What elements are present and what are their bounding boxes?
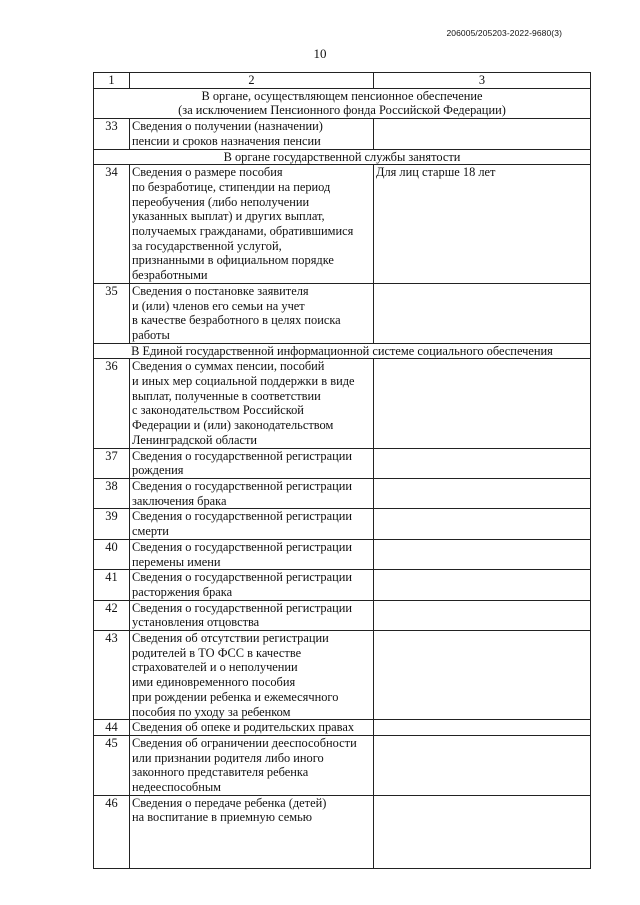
table-row [94,119,591,149]
row-number: 34 [94,165,130,284]
table-row [94,448,591,478]
row-number: 35 [94,283,130,343]
table-row [94,735,591,795]
row-note [374,478,591,508]
table-row [94,283,591,343]
row-note: Для лиц старше 18 лет [374,165,591,284]
row-number: 38 [94,478,130,508]
table-row [94,720,591,736]
section-title: В органе государственной службы занятости [94,149,591,165]
row-description: Сведения об ограничении дееспособности или признании родителя либо иного законного представителя ребенка недееспособным [130,735,374,795]
document-table [93,72,591,869]
row-description: Сведения о получении (назначении) пенсии и сроков назначения пенсии [130,119,374,149]
table-row [94,600,591,630]
document-id: 206005/205203-2022-9680(3) [446,28,562,38]
row-number: 46 [94,795,130,868]
row-number: 40 [94,539,130,569]
row-number: 43 [94,631,130,720]
row-description: Сведения о государственной регистрации смерти [130,509,374,539]
row-note [374,631,591,720]
table-row [94,165,591,284]
table-row [94,359,591,448]
row-description: Сведения о постановке заявителя и (или) членов его семьи на учет в качестве безработного в целях поиска работы [130,283,374,343]
row-description: Сведения о государственной регистрации расторжения брака [130,570,374,600]
row-note [374,359,591,448]
row-description: Сведения об отсутствии регистрации родителей в ТО ФСС в качестве страхователей и о неполучении ими единовременного пособия при рождении ребенка и ежемесячного пособия по уходу за ребенком [130,631,374,720]
section-header-row [94,88,591,118]
column-header-row [94,73,591,89]
table-row [94,795,591,868]
row-number: 41 [94,570,130,600]
section-header-row [94,149,591,165]
table-row [94,570,591,600]
row-note [374,795,591,868]
row-number: 36 [94,359,130,448]
row-description: Сведения о государственной регистрации заключения брака [130,478,374,508]
row-note [374,735,591,795]
section-title: В органе, осуществляющем пенсионное обеспечение (за исключением Пенсионного фонда Российской Федерации) [94,88,591,118]
row-number: 33 [94,119,130,149]
column-header: 3 [374,73,591,89]
row-note [374,119,591,149]
column-header: 2 [130,73,374,89]
row-note [374,600,591,630]
table-row [94,539,591,569]
section-header-row [94,343,591,359]
column-header: 1 [94,73,130,89]
row-number: 37 [94,448,130,478]
row-note [374,448,591,478]
row-number: 39 [94,509,130,539]
row-description: Сведения об опеке и родительских правах [130,720,374,736]
row-note [374,283,591,343]
row-description: Сведения о суммах пенсии, пособий и иных мер социальной поддержки в виде выплат, полученные в соответствии с законодательством Российской Федерации и (или) законодательством Ленинградской области [130,359,374,448]
row-note [374,720,591,736]
row-note [374,509,591,539]
table-row [94,631,591,720]
row-number: 42 [94,600,130,630]
row-description: Сведения о передаче ребенка (детей) на воспитание в приемную семью [130,795,374,868]
row-note [374,539,591,569]
row-description: Сведения о государственной регистрации рождения [130,448,374,478]
row-description: Сведения о государственной регистрации перемены имени [130,539,374,569]
row-number: 45 [94,735,130,795]
table-row [94,478,591,508]
row-description: Сведения о размере пособия по безработице, стипендии на период переобучения (либо неполучении указанных выплат) и других выплат, получаемых гражданами, обратившимися за государственной услугой, признанными в официальном порядке безработными [130,165,374,284]
section-title: В Единой государственной информационной системе социального обеспечения [94,343,591,359]
row-number: 44 [94,720,130,736]
page-number: 10 [313,46,327,61]
row-note [374,570,591,600]
row-description: Сведения о государственной регистрации установления отцовства [130,600,374,630]
table-row [94,509,591,539]
